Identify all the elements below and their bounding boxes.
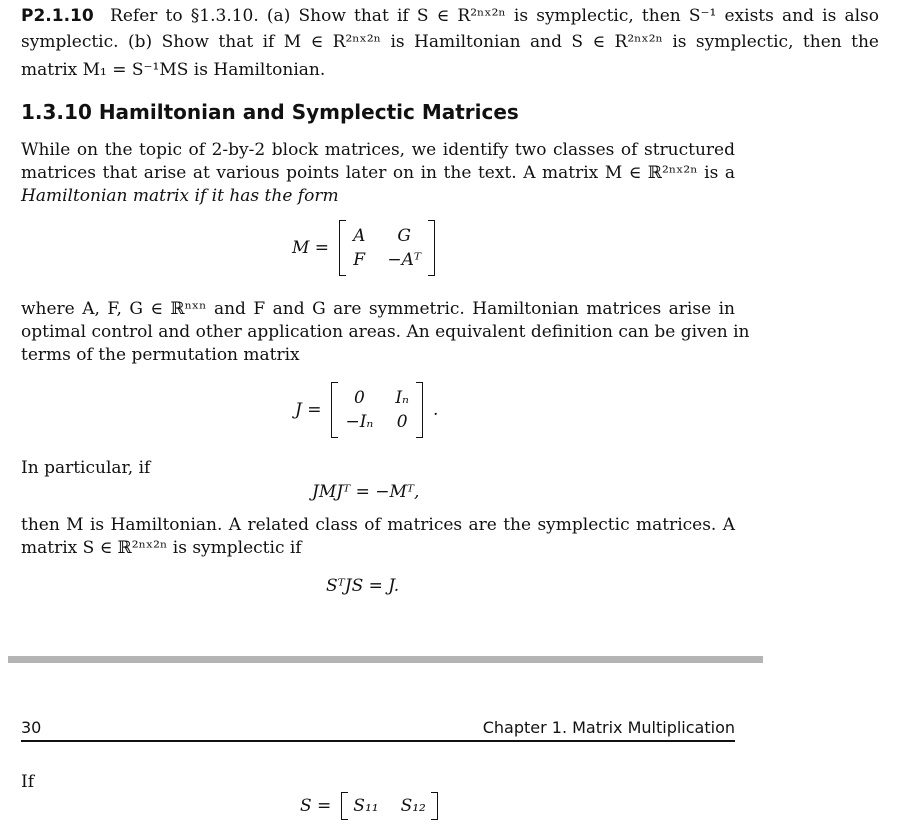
eq-lhs: M =: [292, 238, 330, 258]
problem-line-3: matrix M₁ = S⁻¹MS is Hamiltonian.: [21, 60, 326, 80]
problem-line-2: symplectic. (b) Show that if M ∈ R²ⁿˣ²ⁿ is Hamiltonian and S ∈ R²ⁿˣ²ⁿ is symplectic, then the: [21, 32, 879, 52]
para1-line: Hamiltonian matrix if it has the form: [21, 186, 339, 206]
equation-permutation-J: J = 0 Iₙ −Iₙ 0 .: [295, 382, 438, 438]
para1-line: While on the topic of 2-by-2 block matrices, we identify two classes of structured: [21, 140, 735, 160]
equation-jmj: JMJᵀ = −Mᵀ,: [312, 482, 420, 502]
para2-line: where A, F, G ∈ ℝⁿˣⁿ and F and G are symmetric. Hamiltonian matrices arise in: [21, 299, 735, 319]
problem-label: P2.1.10: [21, 6, 94, 26]
matrix: 0 Iₙ −Iₙ 0: [331, 382, 422, 438]
page-header: [21, 718, 735, 742]
running-head: Chapter 1. Matrix Multiplication: [482, 718, 735, 737]
equation-hamiltonian-form: [292, 220, 435, 276]
equation-symplectic: SᵀJS = J.: [326, 576, 400, 596]
page-number: 30: [21, 718, 42, 737]
para3: In particular, if: [21, 458, 151, 478]
eq-lhs: J =: [295, 400, 322, 420]
para4-line: matrix S ∈ ℝ²ⁿˣ²ⁿ is symplectic if: [21, 538, 302, 558]
problem-line-1: P2.1.10 Refer to §1.3.10. (a) Show that if S ∈ R²ⁿˣ²ⁿ is symplectic, then S⁻¹ exists and is also: [21, 6, 880, 26]
next-page-text: If: [21, 772, 35, 792]
para2-line: terms of the permutation matrix: [21, 345, 300, 365]
para1-line: matrices that arise at various points later on in the text. A matrix M ∈ ℝ²ⁿˣ²ⁿ is a: [21, 163, 735, 183]
para4-line: then M is Hamiltonian. A related class of matrices are the symplectic matrices. A: [21, 515, 735, 535]
para2-line: optimal control and other application areas. An equivalent definition can be given in: [21, 322, 750, 342]
matrix: S₁₁ S₁₂: [341, 792, 438, 820]
page-separator: [8, 656, 763, 663]
section-heading: 1.3.10 Hamiltonian and Symplectic Matrices: [21, 100, 519, 124]
matrix: A G F −Aᵀ: [339, 220, 435, 276]
eq-lhs: S =: [300, 796, 332, 816]
